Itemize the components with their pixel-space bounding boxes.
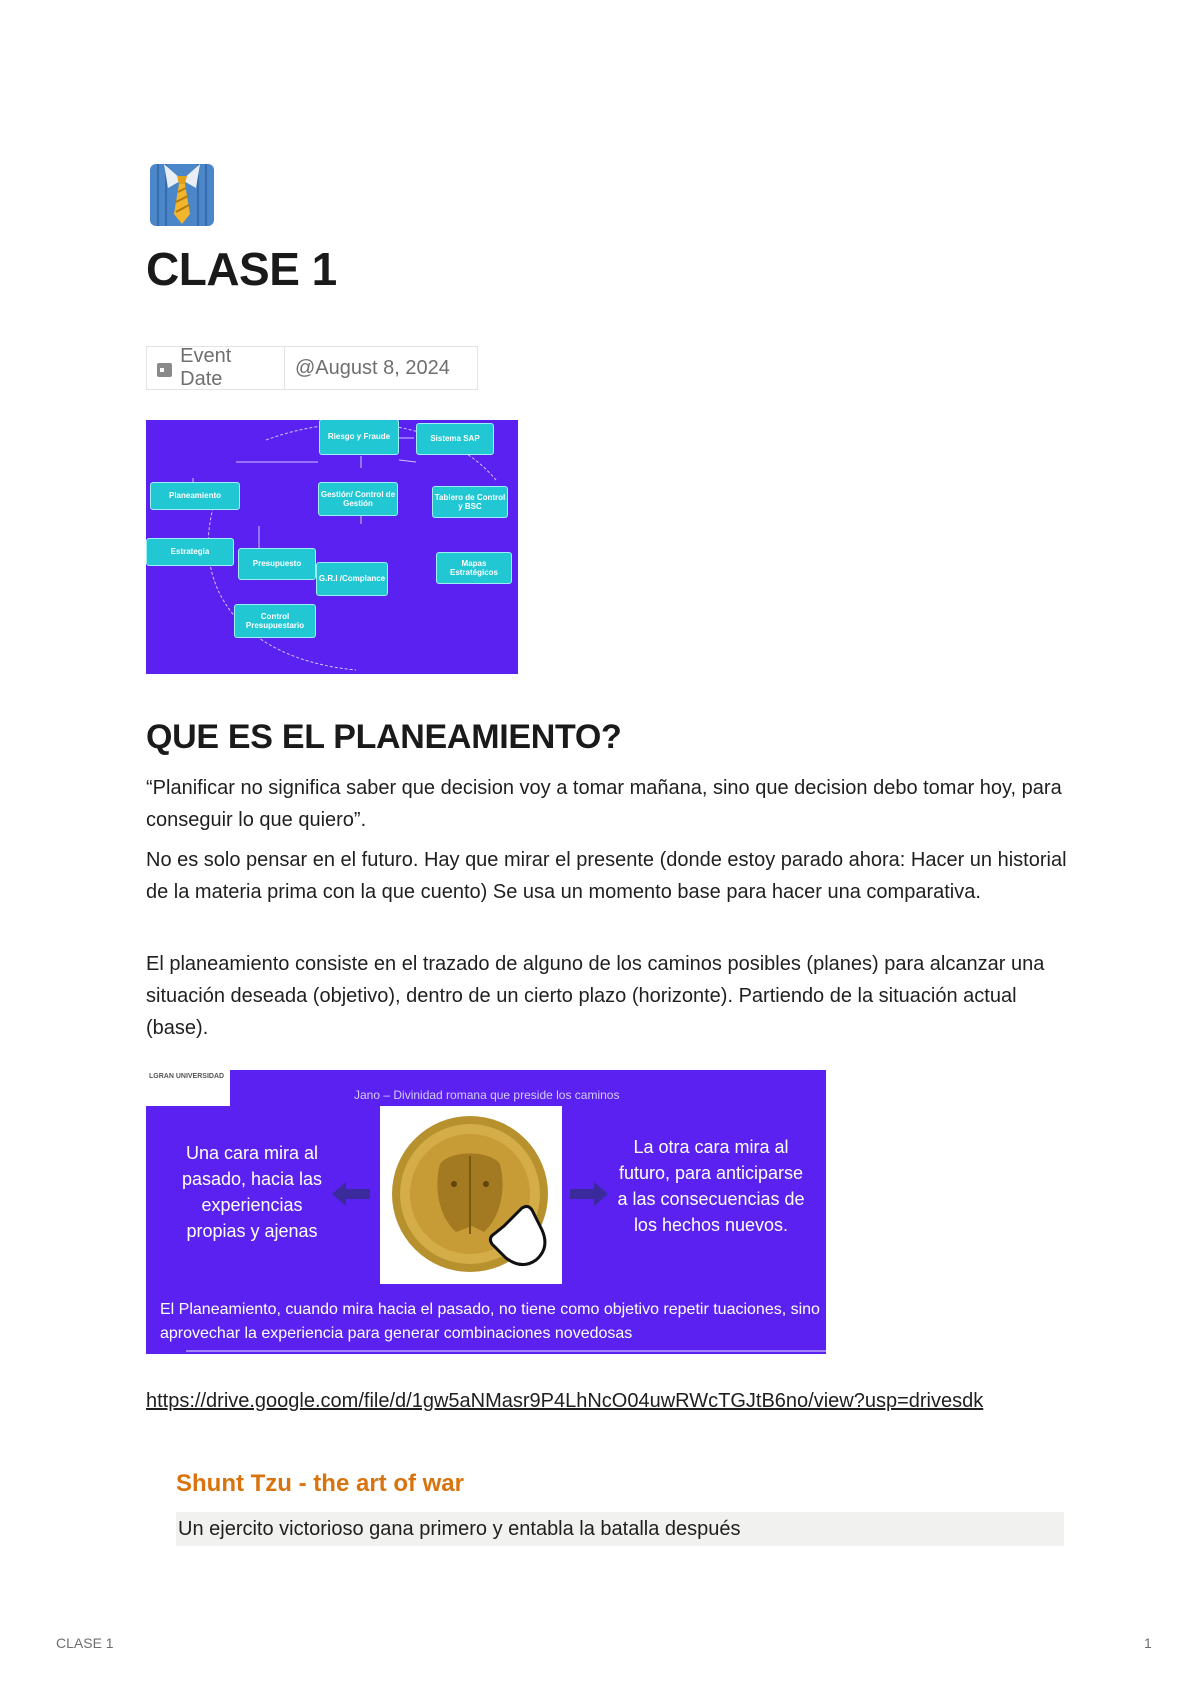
footer-title: CLASE 1 [56,1635,114,1651]
necktie-shirt-icon [146,158,218,230]
diagram-node-control-presupuestario: Control Presupuestario [234,604,316,638]
property-key[interactable] [147,347,285,389]
planning-diagram-image [146,420,518,674]
subsection-heading: Shunt Tzu - the art of war [176,1470,464,1497]
janus-caption: Jano – Divinidad romana que preside los caminos [354,1088,620,1102]
page-title: CLASE 1 [146,243,337,295]
paragraph-present: No es solo pensar en el futuro. Hay que mirar el presente (donde estoy parado ahora: Hacer un historial de la materia prima con la que cuento) Se usa un momento base para hacer una comparativa. [146,849,1067,903]
diagram-node-planeamiento: Planeamiento [150,482,240,510]
calendar-icon [157,363,172,377]
property-value-date[interactable]: @August 8, 2024 [295,356,450,379]
university-logo: LGRAN UNIVERSIDAD [146,1070,230,1106]
diagram-node-tablero: Tablero de Control y BSC [432,486,508,518]
diagram-node-riesgo: Riesgo y Fraude [319,420,399,455]
section-heading: QUE ES EL PLANEAMIENTO? [146,718,622,756]
janus-left-text: Una cara mira al pasado, hacia las experiencias propias y ajenas [181,1143,323,1241]
property-row [146,346,478,390]
janus-coin-picture [380,1106,562,1284]
janus-slide-image [146,1070,826,1354]
arrow-right-icon [570,1182,608,1206]
paragraph-definition: El planeamiento consiste en el trazado de alguno de los caminos posibles (planes) para alcanzar una situación deseada (objetivo), dentro de un cierto plazo (horizonte). Partiendo de la situación actual (base). [146,953,1045,1039]
drive-link[interactable]: https://drive.google.com/file/d/1gw5aNMasr9P4LhNcO04uwRWcTGJtB6no/view?usp=drivesdk [146,1390,984,1412]
paragraph-quote: “Planificar no significa saber que decision voy a tomar mañana, sino que decision debo tomar hoy, para conseguir lo que quiero”. [146,777,1062,831]
property-key-label: Event Date [180,345,232,390]
diagram-node-estrategia: Estrategia [146,538,234,566]
arrow-left-icon [332,1182,370,1206]
diagram-node-mapas: Mapas Estratégicos [436,552,512,584]
callout-quote: Un ejercito victorioso gana primero y entabla la batalla después [176,1512,1064,1546]
footer-page-number: 1 [1144,1635,1152,1651]
janus-right-text: La otra cara mira al futuro, para anticiparse a las consecuencias de los hechos nuevos. [617,1137,805,1235]
janus-bottom-text: El Planeamiento, cuando mira hacia el pasado, no tiene como objetivo repetir tuaciones, sino aprovechar la experiencia para generar combinaciones novedosas [160,1301,820,1342]
diagram-node-gri: G.R.I /Complance [316,562,388,596]
diagram-node-presupuesto: Presupuesto [238,548,316,580]
diagram-node-gestion: Gestión/ Control de Gestión [318,482,398,516]
diagram-node-sap: Sistema SAP [416,423,494,455]
